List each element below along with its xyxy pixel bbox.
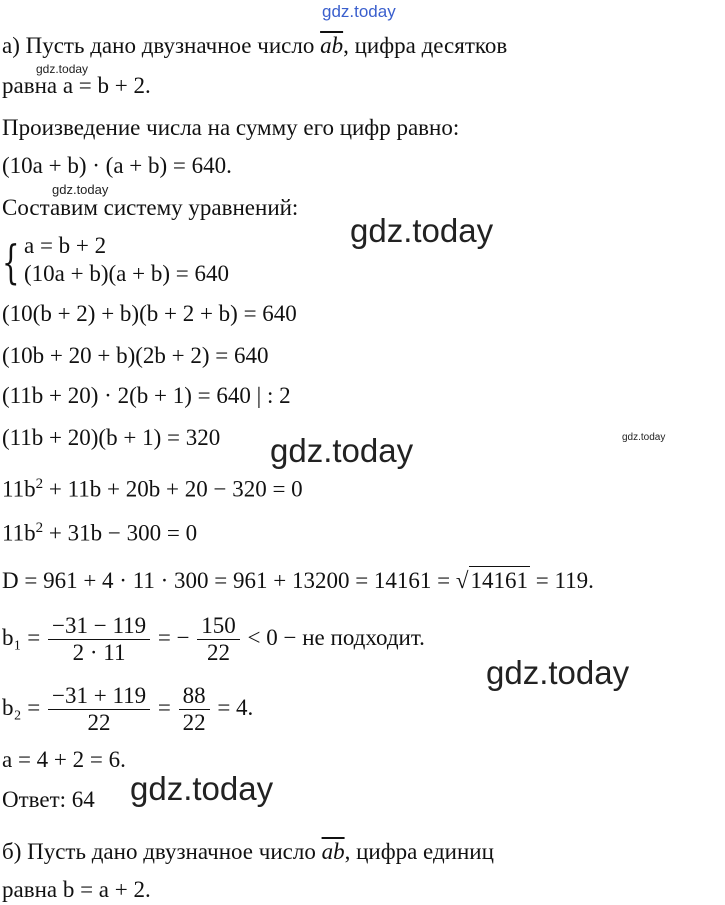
text: 11b (2, 476, 36, 502)
discriminant-line (2, 566, 594, 595)
line (2, 470, 303, 504)
numerator: −31 + 119 (48, 683, 150, 710)
fraction (48, 613, 150, 666)
line: равна b = a + 2. (2, 877, 151, 902)
line-a-intro (2, 32, 507, 60)
line: Произведение числа на сумму его цифр равно: (2, 115, 460, 140)
text: + 11b + 20b + 20 − 320 = 0 (43, 476, 303, 502)
line-b-intro (2, 838, 494, 866)
line (2, 514, 197, 548)
line: (11b + 20)(b + 1) = 320 (2, 425, 221, 450)
b2-line (2, 680, 253, 736)
denominator: 22 (87, 710, 111, 736)
answer: Ответ: 64 (2, 787, 95, 812)
text: b₁ = (2, 625, 41, 650)
watermark-big: gdz.today (130, 770, 274, 807)
text: + 31b − 300 = 0 (43, 520, 198, 546)
line: Составим систему уравнений: (2, 195, 299, 220)
overline-ab: $\overline{ab}$ (320, 33, 344, 58)
line: (10a + b) · (a + b) = 640. (2, 153, 232, 178)
denominator: 22 (207, 640, 231, 666)
watermark-big: gdz.today (486, 654, 630, 691)
fraction (48, 683, 150, 736)
watermark-small: gdz.today (36, 62, 89, 76)
text: b₂ = (2, 695, 41, 720)
text: = (157, 695, 171, 720)
text: , цифра десятков (343, 33, 508, 58)
watermark-top: gdz.today (322, 2, 396, 21)
fraction (179, 683, 210, 736)
text: а) Пусть дано двузначное число (2, 33, 321, 58)
watermark-big: gdz.today (350, 212, 494, 249)
system-brace: { (2, 235, 20, 289)
text: , цифра единиц (344, 839, 494, 864)
text: = 4. (217, 695, 254, 720)
line: (10(b + 2) + b)(b + 2 + b) = 640 (2, 301, 297, 326)
line: (11b + 20) · 2(b + 1) = 640 | : 2 (2, 383, 291, 408)
numerator: 88 (179, 683, 210, 710)
numerator: −31 − 119 (48, 613, 150, 640)
watermark-small: gdz.today (622, 432, 666, 443)
text: D = 961 + 4 · 11 · 300 = 961 + 13200 = 14161 = √ (2, 568, 469, 593)
line: a = 4 + 2 = 6. (2, 747, 126, 772)
b1-line (2, 610, 425, 666)
denominator: 22 (182, 710, 206, 736)
denominator: 2 · 11 (72, 640, 126, 666)
overline-ab: $\overline{ab}$ (321, 839, 345, 864)
watermark-small: gdz.today (52, 182, 109, 197)
system-eq-2: (10a + b)(a + b) = 640 (24, 261, 229, 286)
line: равна a = b + 2. (2, 73, 151, 98)
text: = − (157, 625, 190, 650)
text: = 119. (530, 568, 594, 593)
sqrt-radicand: 14161 (470, 568, 529, 593)
text: 11b (2, 520, 36, 546)
exponent: 2 (35, 520, 44, 536)
exponent: 2 (35, 476, 44, 492)
system-eq-1: a = b + 2 (24, 233, 107, 258)
text: б) Пусть дано двузначное число (2, 839, 322, 864)
text: < 0 − не подходит. (247, 625, 425, 650)
watermark-big: gdz.today (270, 432, 414, 469)
fraction (197, 613, 240, 666)
numerator: 150 (197, 613, 240, 640)
line: (10b + 20 + b)(2b + 2) = 640 (2, 343, 269, 368)
